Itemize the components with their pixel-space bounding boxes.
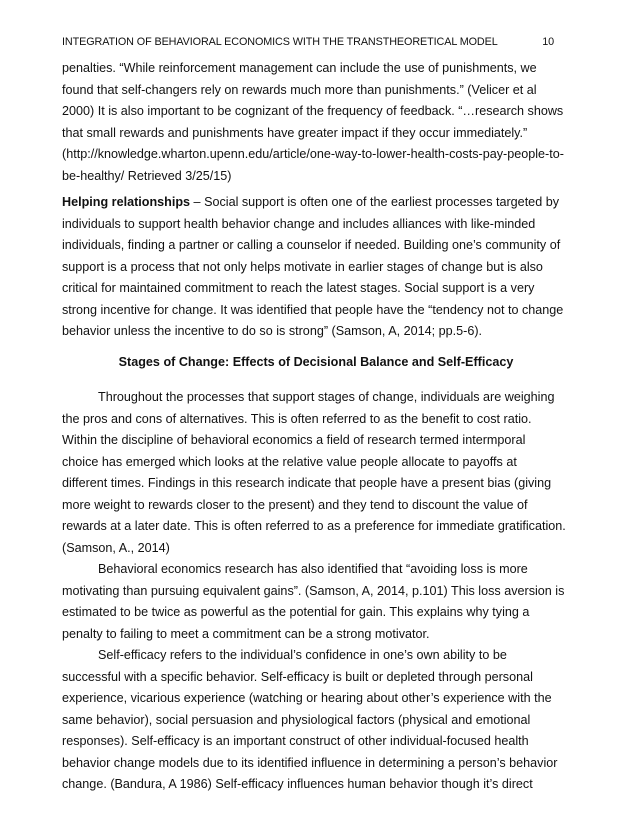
paragraph-helping-relationships: [62, 192, 570, 343]
text-line: (http://knowledge.wharton.upenn.edu/article/one-way-to-lower-health-costs-pay-people-to-: [62, 147, 564, 161]
text-line: change. (Bandura, A 1986) Self-efficacy influences human behavior though it’s direct: [62, 777, 533, 791]
text-line: responses). Self-efficacy is an important construct of other individual-focused health: [62, 734, 529, 748]
text-line: penalty to failing to meet a commitment can be a strong motivator.: [62, 626, 430, 641]
text-line: experience, vicarious experience (watching or hearing about other’s experience with the: [62, 691, 552, 705]
paragraph-self-efficacy: [62, 645, 570, 796]
text-line: individuals to support health behavior change and includes alliances with like-minded: [62, 216, 536, 231]
text-line: Behavioral economics research has also identified that “avoiding loss is more: [98, 562, 528, 576]
text-line: behavior unless the incentive to do so is strong” (Samson, A, 2014; pp.5-6).: [62, 324, 483, 338]
text-line: estimated to be twice as powerful as the potential for gain. This explains why tying a: [62, 605, 530, 619]
text-line: penalties. “While reinforcement management can include the use of punishments, we: [62, 61, 537, 75]
paragraph-loss-aversion: [62, 559, 570, 645]
text-line: choice has emerged which looks at the relative value people allocate to payoffs at: [62, 454, 517, 469]
page-body: [62, 58, 570, 796]
text-line: individuals, finding a partner or calling a counselor if needed. Building one’s community of: [62, 238, 561, 252]
text-line: strong incentive for change. It was identified that people have the “tendency not to change: [62, 302, 564, 317]
text-line: that small rewards and punishments have greater impact if they occur immediately.”: [62, 125, 528, 140]
text-line: Throughout the processes that support stages of change, individuals are weighing: [98, 390, 555, 404]
text-line: [62, 192, 570, 214]
text-line: same behavior), social persuasion and physiological factors (physical and emotional: [62, 712, 531, 727]
text-line: critical for maintained commitment to reach the latest stages. Social support is a very: [62, 281, 535, 295]
text-line: rewards at a later date. This is often referred to as a preference for immediate gratification.: [62, 519, 566, 533]
text-line: found that self-changers rely on rewards much more than punishments.” (Velicer et al: [62, 82, 537, 97]
paragraph-continuation: [62, 58, 570, 187]
text-line: more weight to rewards closer to the present) and they tend to discount the value of: [62, 497, 528, 512]
text-line: motivating than pursuing equivalent gains”. (Samson, A, 2014, p.101) This loss aversion is: [62, 583, 565, 598]
paragraph-decisional-balance: [62, 387, 570, 559]
run-in-heading: Helping relationships: [62, 195, 191, 209]
page-number: 10: [542, 36, 554, 48]
text-line: different times. Findings in this research indicate that people have a present bias (giving: [62, 476, 552, 490]
text-run: – Social support is often one of the earliest processes targeted by: [190, 195, 559, 209]
text-line: Within the discipline of behavioral economics a field of research termed intermporal: [62, 433, 526, 447]
text-line: (Samson, A., 2014): [62, 540, 170, 555]
running-header-title: INTEGRATION OF BEHAVIORAL ECONOMICS WITH THE TRANSTHEORETICAL MODEL: [62, 36, 498, 48]
text-line: be-healthy/ Retrieved 3/25/15): [62, 168, 232, 183]
text-line: successful with a specific behavior. Self-efficacy is built or depleted through personal: [62, 669, 533, 684]
text-line: Self-efficacy refers to the individual’s confidence in one’s own ability to be: [98, 648, 507, 662]
text-line: the pros and cons of alternatives. This is often referred to as the benefit to cost ratio.: [62, 411, 532, 426]
running-header: [62, 36, 554, 48]
text-line: support is a process that not only helps motivate in earlier stages of change but is also: [62, 259, 543, 274]
text-line: behavior change models due to its identified influence in determining a person’s behavior: [62, 755, 558, 770]
text-line: 2000) It is also important to be cognizant of the frequency of feedback. “…research shows: [62, 104, 564, 118]
section-heading: Stages of Change: Effects of Decisional Balance and Self-Efficacy: [118, 354, 514, 369]
